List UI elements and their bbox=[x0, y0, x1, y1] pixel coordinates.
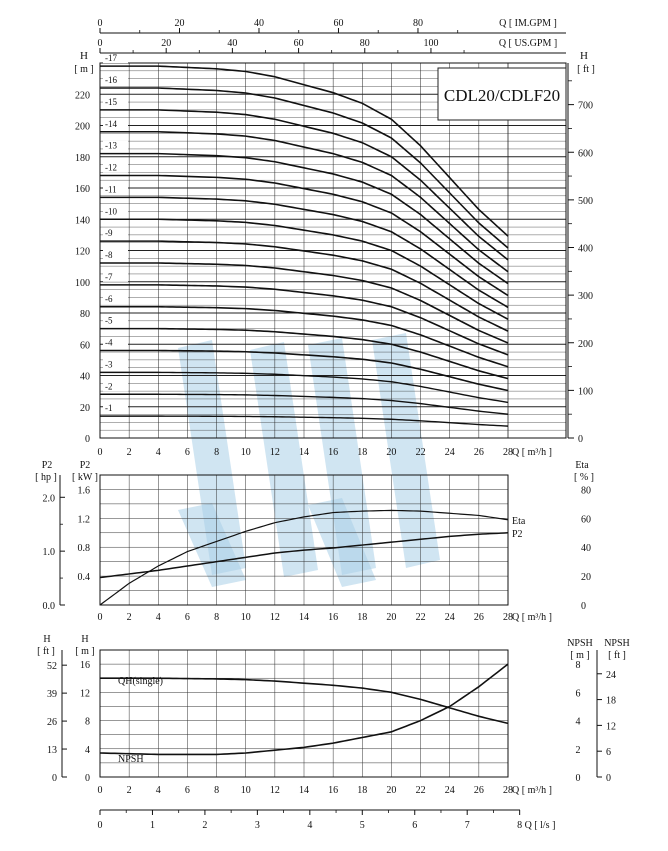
x-tick-label: 26 bbox=[473, 447, 484, 458]
im-gpm-tick-label: 0 bbox=[97, 18, 103, 29]
y2-tick-label: 600 bbox=[578, 148, 593, 160]
x-tick-label: 10 bbox=[240, 447, 251, 458]
im-gpm-tick-label: 20 bbox=[174, 18, 185, 29]
x-tick-label: 2 bbox=[126, 785, 132, 796]
eta-tick-label: 20 bbox=[581, 572, 591, 584]
m-tick-label: 12 bbox=[80, 688, 90, 700]
series-label-p2: P2 bbox=[512, 528, 523, 540]
x-tick-label: 2 bbox=[126, 612, 132, 623]
x-tick-label: 28 bbox=[503, 447, 513, 458]
y2-axis-title: H bbox=[580, 50, 588, 62]
us-gpm-tick-label: 20 bbox=[161, 38, 172, 49]
x-tick-label: 0 bbox=[97, 785, 103, 796]
y-tick-label: 120 bbox=[75, 246, 90, 258]
eta-tick-label: 60 bbox=[581, 514, 591, 526]
y-axis-title: H bbox=[80, 50, 88, 62]
x-tick-label: 0 bbox=[97, 612, 103, 623]
eta-tick-label: 40 bbox=[581, 543, 591, 555]
y2-tick-label: 200 bbox=[578, 338, 593, 350]
y-tick-label: 180 bbox=[75, 152, 90, 164]
stage-label: -3 bbox=[105, 359, 113, 370]
npsh-m-tick-label: 0 bbox=[575, 773, 581, 784]
ft-tick-label: 52 bbox=[47, 661, 57, 673]
ls-tick-label: 4 bbox=[307, 820, 313, 831]
x-tick-label: 0 bbox=[97, 447, 103, 458]
model-title: CDL20/CDLF20 bbox=[443, 86, 561, 105]
npsh-m-axis-unit: [ m ] bbox=[570, 650, 590, 661]
x-tick-label: 10 bbox=[240, 785, 251, 796]
stage-label: -10 bbox=[105, 206, 117, 217]
ft-tick-label: 39 bbox=[47, 689, 57, 701]
model-title-box bbox=[438, 68, 566, 120]
kw-tick-label: 0.8 bbox=[77, 543, 90, 555]
stage-label: -5 bbox=[105, 315, 113, 326]
kw-tick-label: 0.4 bbox=[77, 572, 90, 584]
ls-tick-label: 1 bbox=[149, 820, 155, 831]
y2-tick-label: 0 bbox=[578, 434, 583, 445]
x-tick-label: 2 bbox=[126, 447, 132, 458]
x-tick-label: 28 bbox=[503, 785, 513, 796]
x-tick-label: 22 bbox=[415, 447, 426, 458]
ls-tick-label: 3 bbox=[254, 820, 260, 831]
y-tick-label: 220 bbox=[75, 90, 90, 102]
npsh-m-tick-label: 2 bbox=[575, 744, 581, 756]
ls-tick-label: 6 bbox=[412, 820, 418, 831]
m-axis-title: H bbox=[81, 634, 89, 645]
m-tick-label: 16 bbox=[80, 660, 90, 672]
x-tick-label: 24 bbox=[444, 785, 455, 796]
x-tick-label: 16 bbox=[328, 785, 339, 796]
x-tick-label: 12 bbox=[269, 785, 280, 796]
hp-axis-title: P2 bbox=[41, 460, 53, 471]
x-axis-title: Q [ m³/h ] bbox=[512, 447, 552, 458]
x-tick-label: 6 bbox=[184, 785, 190, 796]
stage-label: -8 bbox=[105, 250, 113, 260]
npsh-m-tick-label: 8 bbox=[575, 660, 581, 672]
npsh-ft-tick-label: 0 bbox=[606, 773, 611, 784]
us-gpm-tick-label: 80 bbox=[359, 38, 370, 49]
eta-axis-title: Eta bbox=[575, 460, 589, 471]
qh-npsh-panel bbox=[37, 634, 630, 831]
x-tick-label: 28 bbox=[503, 612, 513, 623]
us-gpm-tick-label: 40 bbox=[227, 38, 238, 49]
stage-label: -9 bbox=[105, 228, 113, 239]
x-tick-label: 4 bbox=[155, 612, 161, 623]
stage-label: -16 bbox=[105, 75, 117, 85]
x-tick-label: 6 bbox=[184, 612, 190, 623]
npsh-ft-axis-unit: [ ft ] bbox=[608, 650, 626, 661]
m-tick-label: 8 bbox=[85, 716, 90, 728]
m-tick-label: 4 bbox=[85, 744, 90, 756]
stage-label: -6 bbox=[105, 293, 113, 304]
hp-tick-label: 1.0 bbox=[42, 547, 55, 559]
x-tick-label: 14 bbox=[299, 785, 309, 796]
series-label-eta: Eta bbox=[512, 515, 526, 527]
y2-tick-label: 700 bbox=[578, 100, 593, 112]
y-tick-label: 100 bbox=[75, 277, 90, 289]
x-tick-label: 18 bbox=[357, 612, 368, 623]
npsh-m-tick-label: 4 bbox=[575, 716, 581, 728]
stage-label: -14 bbox=[105, 118, 117, 129]
y-tick-label: 0 bbox=[85, 434, 90, 445]
y2-axis-unit: [ ft ] bbox=[577, 64, 595, 75]
x-axis-title: Q [ m³/h ] bbox=[512, 785, 552, 796]
hp-tick-label: 2.0 bbox=[42, 493, 55, 505]
y-tick-label: 200 bbox=[75, 121, 90, 133]
eta-axis-unit: [ % ] bbox=[574, 472, 594, 483]
x-tick-label: 20 bbox=[386, 785, 397, 796]
x-tick-label: 22 bbox=[415, 612, 426, 623]
x-tick-label: 6 bbox=[184, 447, 190, 458]
x-tick-label: 26 bbox=[473, 785, 484, 796]
x-tick-label: 24 bbox=[444, 447, 455, 458]
series-label-qh-single: QH(single) bbox=[118, 676, 163, 687]
y-tick-label: 20 bbox=[80, 402, 90, 414]
y2-tick-label: 300 bbox=[578, 291, 593, 303]
x-tick-label: 12 bbox=[269, 612, 280, 623]
stage-label: -13 bbox=[105, 140, 117, 151]
x-tick-label: 26 bbox=[473, 612, 484, 623]
stage-label: -2 bbox=[105, 381, 113, 392]
y-tick-label: 140 bbox=[75, 215, 90, 227]
stage-label: -15 bbox=[105, 96, 117, 107]
x-tick-label: 14 bbox=[299, 447, 309, 458]
y2-tick-label: 500 bbox=[578, 195, 593, 207]
watermark-logo bbox=[178, 333, 440, 587]
x-tick-label: 4 bbox=[155, 447, 161, 458]
im-gpm-tick-label: 40 bbox=[253, 18, 264, 29]
ls-tick-label: 5 bbox=[359, 820, 365, 831]
ft-tick-label: 0 bbox=[52, 773, 57, 784]
im-gpm-axis-title: Q [ IM.GPM ] bbox=[499, 18, 557, 29]
us-gpm-tick-label: 60 bbox=[293, 38, 304, 49]
npsh-ft-tick-label: 18 bbox=[606, 695, 616, 707]
y-tick-label: 160 bbox=[75, 184, 90, 195]
y-tick-label: 80 bbox=[80, 309, 90, 320]
stage-label: -4 bbox=[105, 337, 113, 348]
x-tick-label: 8 bbox=[214, 612, 220, 623]
stage-label: -1 bbox=[105, 403, 113, 414]
eta-tick-label: 0 bbox=[581, 601, 586, 612]
im-gpm-tick-label: 60 bbox=[333, 18, 344, 29]
kw-axis-unit: [ kW ] bbox=[72, 472, 98, 483]
watermark-stroke-2 bbox=[250, 342, 318, 577]
kw-axis-title: P2 bbox=[79, 460, 91, 471]
ft-axis-unit: [ ft ] bbox=[37, 646, 55, 657]
hp-tick-label: 0.0 bbox=[42, 601, 55, 612]
ft-tick-label: 13 bbox=[47, 745, 57, 757]
y-tick-label: 40 bbox=[80, 371, 90, 383]
ls-tick-label: 2 bbox=[202, 820, 208, 831]
x-tick-label: 18 bbox=[357, 785, 368, 796]
us-gpm-axis-title: Q [ US.GPM ] bbox=[498, 38, 558, 49]
ls-tick-label: 8 bbox=[517, 820, 523, 831]
hp-axis-unit: [ hp ] bbox=[35, 472, 57, 483]
x-tick-label: 14 bbox=[299, 612, 309, 623]
us-gpm-tick-label: 0 bbox=[97, 38, 103, 49]
ls-tick-label: 7 bbox=[464, 820, 470, 831]
x-tick-label: 10 bbox=[240, 612, 251, 623]
npsh-ft-tick-label: 12 bbox=[606, 721, 616, 733]
x-tick-label: 12 bbox=[269, 447, 280, 458]
npsh-ft-tick-label: 6 bbox=[606, 747, 611, 759]
stage-label: -7 bbox=[105, 271, 113, 282]
x-tick-label: 8 bbox=[214, 447, 220, 458]
kw-tick-label: 1.2 bbox=[77, 514, 90, 526]
m-tick-label: 0 bbox=[85, 773, 90, 784]
x-tick-label: 20 bbox=[386, 612, 397, 623]
y2-tick-label: 100 bbox=[578, 386, 593, 398]
x-tick-label: 16 bbox=[328, 612, 339, 623]
y2-tick-label: 400 bbox=[578, 243, 593, 255]
x-tick-label: 18 bbox=[357, 447, 368, 458]
y-axis-unit: [ m ] bbox=[74, 64, 94, 75]
x-tick-label: 8 bbox=[214, 785, 220, 796]
stage-label: -11 bbox=[105, 184, 117, 195]
eta-tick-label: 80 bbox=[581, 485, 591, 497]
m-axis-unit: [ m ] bbox=[75, 646, 95, 657]
power-efficiency-panel bbox=[35, 460, 594, 623]
ls-axis-title: Q [ l/s ] bbox=[524, 820, 556, 831]
npsh-m-axis-title: NPSH bbox=[567, 638, 593, 649]
y-tick-label: 60 bbox=[80, 340, 90, 352]
kw-tick-label: 1.6 bbox=[77, 485, 90, 497]
ft-axis-title: H bbox=[43, 634, 51, 645]
us-gpm-tick-label: 100 bbox=[423, 38, 439, 49]
im-gpm-tick-label: 80 bbox=[412, 18, 423, 29]
series-label-npsh: NPSH bbox=[118, 754, 144, 765]
npsh-ft-tick-label: 24 bbox=[606, 669, 616, 681]
x-tick-label: 20 bbox=[386, 447, 397, 458]
x-tick-label: 16 bbox=[328, 447, 339, 458]
ls-tick-label: 0 bbox=[97, 820, 103, 831]
ft-tick-label: 26 bbox=[47, 717, 57, 729]
x-tick-label: 22 bbox=[415, 785, 426, 796]
npsh-m-tick-label: 6 bbox=[575, 688, 581, 700]
x-tick-label: 24 bbox=[444, 612, 455, 623]
npsh-ft-axis-title: NPSH bbox=[604, 638, 630, 649]
stage-label: -12 bbox=[105, 162, 117, 173]
x-axis-title: Q [ m³/h ] bbox=[512, 612, 552, 623]
x-tick-label: 4 bbox=[155, 785, 161, 796]
stage-label: -17 bbox=[105, 53, 117, 64]
